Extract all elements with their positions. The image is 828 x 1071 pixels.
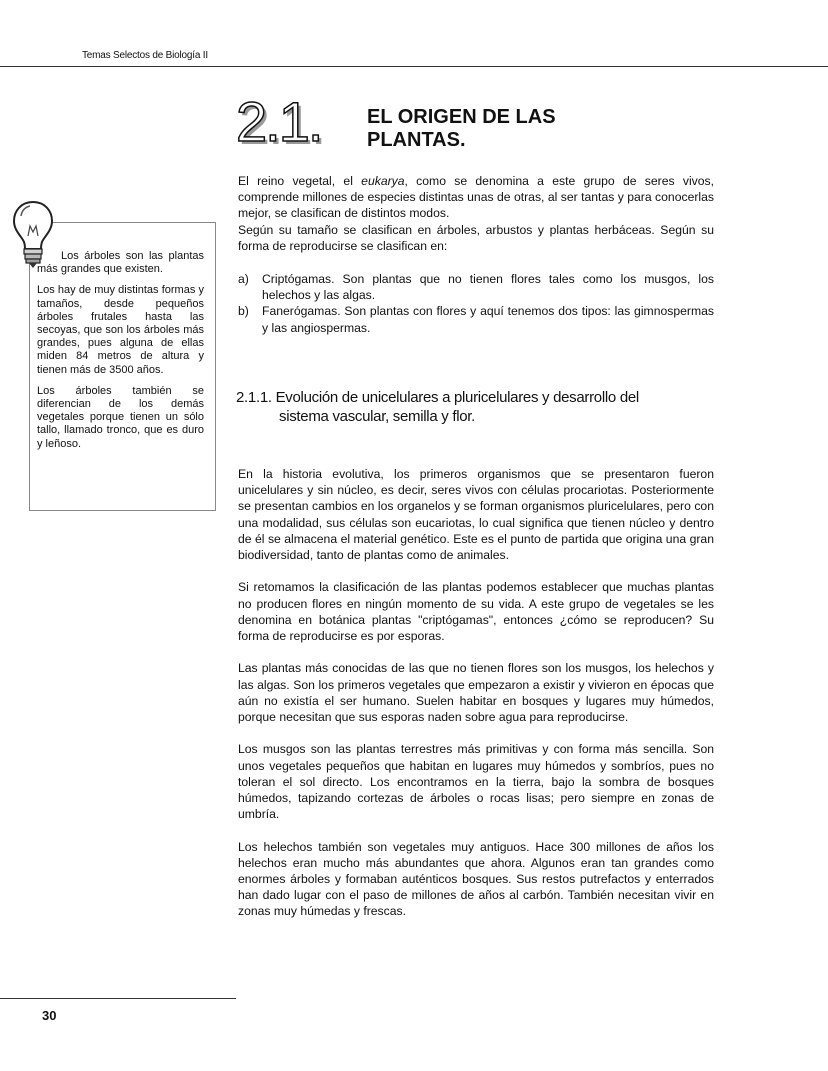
header-rule [0,66,828,67]
body-paragraph: Los musgos son las plantas terrestres más primitivas y con forma más sencilla. Son unos vegetales pequeños que habitan en lugares muy húmedos y sombríos, pues no toleran el sol directo. Los encontramos en la tierra, bajo la sombra de bosques húmedos, tapizando cortezas de árboles o rocas lisas; pero siempre en zonas de umbría. [238,742,714,822]
page-number: 30 [42,1008,57,1023]
chapter-title [367,106,556,152]
body-paragraph: Las plantas más conocidas de las que no tienen flores son los musgos, los helechos y las algas. Son los primeros vegetales que empezaron a existir y vivieron en épocas que aún no existía el ser humano. Suelen habitar en bosques y lugares muy húmedos, porque necesitan que sus esporas naden sobre agua para reproducirse. [238,661,714,725]
intro-text-part: El reino vegetal, el [238,174,362,188]
sidebar-paragraph: Los hay de muy distintas formas y tamaños, desde pequeños árboles frutales hasta las secoyas, que son los árboles más grandes, pues alguna de ellas miden 84 metros de altura y tienen más de 3500 años. [37,284,204,376]
chapter-title-line-1: EL ORIGEN DE LAS [367,106,556,128]
intro-paragraph-1 [238,173,714,222]
subsection-title [236,388,706,426]
body-paragraph: Los helechos también son vegetales muy antiguos. Hace 300 millones de años los helechos eran mucho más abundantes que ahora. Algunos eran tan grandes como enormes árboles y formaban auténticos bosques. Sus restos putrefactos y enterrados han dado lugar con el paso de millones de años al carbón. También necesitan vivir en zonas muy húmedas y frescas. [238,839,714,919]
classification-list [238,271,714,336]
lightbulb-icon [10,198,56,270]
intro-text [238,173,714,254]
body-text [238,466,714,936]
list-item [238,303,714,335]
list-marker: b) [238,304,249,319]
chapter-title-line-2: PLANTAS. [367,129,466,151]
list-item [238,271,714,303]
list-item-text: Criptógamas. Son plantas que no tienen flores tales como los musgos, los helechos y las algas. [262,272,714,303]
subsection-title-line-2: sistema vascular, semilla y flor. [279,408,475,425]
subsection-title-line-1: 2.1.1. Evolución de unicelulares a pluricelulares y desarrollo del [236,389,639,406]
sidebar-paragraph: Los árboles también se diferencian de los demás vegetales porque tienen un sólo tallo, llamado tronco, que es duro y leñoso. [37,384,204,450]
sidebar-text [37,250,204,459]
body-paragraph: Si retomamos la clasificación de las plantas podemos establecer que muchas plantas no producen flores en ningún momento de su vida. A este grupo de vegetales se les denomina en botánica plantas "criptógamas", entonces ¿cómo se reproducen? Su forma de reproducirse es por esporas. [238,580,714,644]
intro-text-part: , como se denomina a este grupo de seres vivos, comprende millones de especies distintas unas de otras, al ser tantas y para conocerlas mejor, se clasifican de distintos modos. [238,174,714,221]
footer-rule [0,998,236,999]
intro-paragraph-2: Según su tamaño se clasifican en árboles, arbustos y plantas herbáceas. Según su forma de reproducirse se clasifican en: [238,222,714,253]
book-title: Temas Selectos de Biología II [82,50,208,61]
body-paragraph: En la historia evolutiva, los primeros organismos que se presentaron fueron unicelulares y sin núcleo, es decir, seres vivos con células procariotas. Posteriormente se presentan cambios en los organelos y se forman organismos pluricelulares, pero con una modalidad, sus células son eucariotas, lo cual significa que tienen núcleo y dentro de él se almacena el material genético. Este es el punto de partida que origina una gran biodiversidad, tanto de plantas como de animales. [238,467,714,563]
intro-emphasis: eukarya [361,174,405,188]
sidebar-paragraph: Los árboles son las plantas más grandes que existen. [37,250,204,276]
list-item-text: Fanerógamas. Son plantas con flores y aquí tenemos dos tipos: las gimnospermas y las angiospermas. [262,304,714,335]
chapter-number: 2.1. [236,90,322,153]
list-marker: a) [238,272,249,286]
